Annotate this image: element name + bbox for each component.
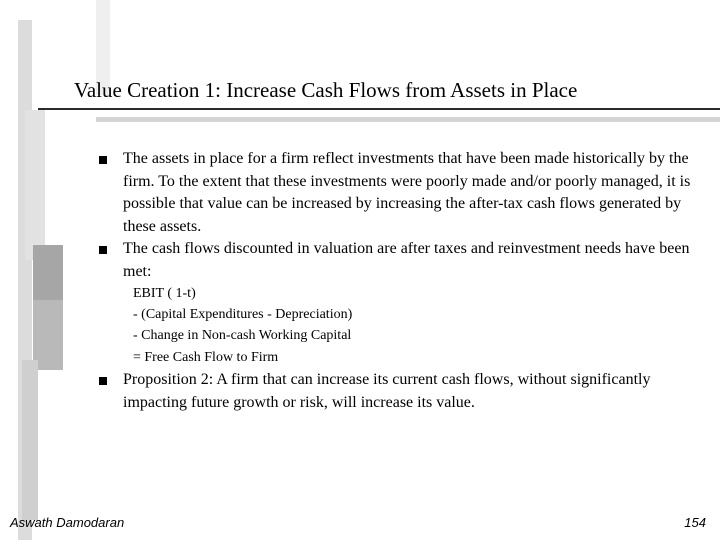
footer-author: Aswath Damodaran: [10, 515, 125, 530]
bullet-text-3: Proposition 2: A firm that can increase its current cash flows, without significantly impacting future growth or risk, will increase its value.: [123, 371, 651, 411]
bullet-text-1: The assets in place for a firm reflect investments that have been made historically by the firm. To the extent that these investments were poorly made and/or poorly managed, it is possible that value can be increased by increasing the after-tax cash flows generated by these assets.: [123, 150, 691, 235]
page-number: 154: [684, 515, 706, 530]
bullet-marker-2: [99, 246, 107, 254]
bullet-marker-1: [99, 156, 107, 164]
bullet-marker-3: [99, 377, 107, 385]
decor-bar-mid: [25, 110, 45, 260]
title-rule: [38, 108, 720, 110]
slide-title: Value Creation 1: Increase Cash Flows from Assets in Place: [74, 78, 578, 102]
decor-bar-low: [22, 360, 38, 520]
fcff-equation-line-3: - Change in Non-cash Working Capital: [133, 328, 352, 343]
decor-bar-dark: [33, 245, 63, 307]
fcff-equation-line-2: - (Capital Expenditures - Depreciation): [133, 307, 353, 322]
fcff-equation-line-4: = Free Cash Flow to Firm: [133, 350, 279, 365]
fcff-equation-line-1: EBIT ( 1-t): [133, 286, 196, 301]
title-rule-shadow: [96, 117, 720, 122]
bullet-text-2: The cash flows discounted in valuation are after taxes and reinvestment needs have been met:: [123, 240, 690, 280]
